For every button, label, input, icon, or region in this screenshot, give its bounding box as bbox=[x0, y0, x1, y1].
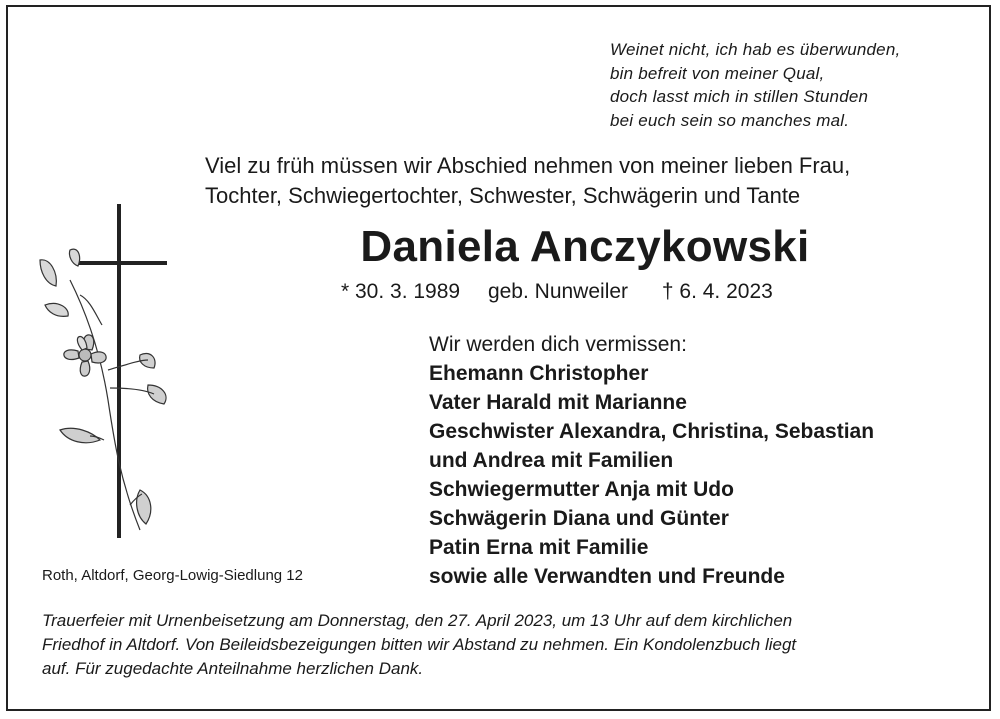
cross-icon bbox=[30, 200, 190, 555]
deceased-name: Daniela Anczykowski bbox=[360, 222, 810, 271]
funeral-notice-line: Friedhof in Altdorf. Von Beileidsbezeigungen bitten wir Abstand zu nehmen. Ein Kondolenzbuch liegt bbox=[42, 635, 797, 654]
mourner-item: Ehemann Christopher bbox=[429, 362, 649, 385]
death-date: † 6. 4. 2023 bbox=[661, 280, 773, 303]
maiden-name: geb. Nunweiler bbox=[487, 280, 629, 303]
funeral-notice-line: auf. Für zugedachte Anteilnahme herzlichen Dank. bbox=[42, 659, 424, 678]
poem-line: doch lasst mich in stillen Stunden bbox=[610, 87, 869, 106]
flower-branch-icon bbox=[40, 249, 166, 530]
intro-line: Tochter, Schwiegertochter, Schwester, Schwägerin und Tante bbox=[205, 183, 801, 208]
funeral-notice-line: Trauerfeier mit Urnenbeisetzung am Donnerstag, den 27. April 2023, um 13 Uhr auf dem kirchlichen bbox=[42, 611, 793, 630]
mourner-item: Vater Harald mit Marianne bbox=[429, 391, 687, 414]
mourner-item: Schwägerin Diana und Günter bbox=[429, 507, 729, 530]
funeral-notice bbox=[42, 609, 796, 681]
poem-line: bei euch sein so manches mal. bbox=[610, 110, 850, 130]
poem bbox=[610, 38, 900, 132]
life-dates bbox=[341, 280, 773, 304]
mourner-item: Geschwister Alexandra, Christina, Sebastian bbox=[429, 420, 875, 443]
mourner-item: sowie alle Verwandten und Freunde bbox=[429, 565, 785, 588]
poem-line: Weinet nicht, ich hab es überwunden, bbox=[610, 40, 901, 59]
intro-text bbox=[205, 151, 850, 211]
mourner-item: Schwiegermutter Anja mit Udo bbox=[429, 478, 734, 501]
mourner-item: und Andrea mit Familien bbox=[429, 449, 674, 472]
mourners-heading: Wir werden dich vermissen: bbox=[429, 333, 687, 356]
mourner-item: Patin Erna mit Familie bbox=[429, 536, 649, 559]
birth-date: * 30. 3. 1989 bbox=[341, 280, 461, 303]
poem-line: bin befreit von meiner Qual, bbox=[610, 63, 825, 83]
mourners-list bbox=[429, 330, 874, 591]
intro-line: Viel zu früh müssen wir Abschied nehmen von meiner lieben Frau, bbox=[205, 153, 851, 178]
address: Roth, Altdorf, Georg-Lowig-Siedlung 12 bbox=[42, 567, 303, 584]
